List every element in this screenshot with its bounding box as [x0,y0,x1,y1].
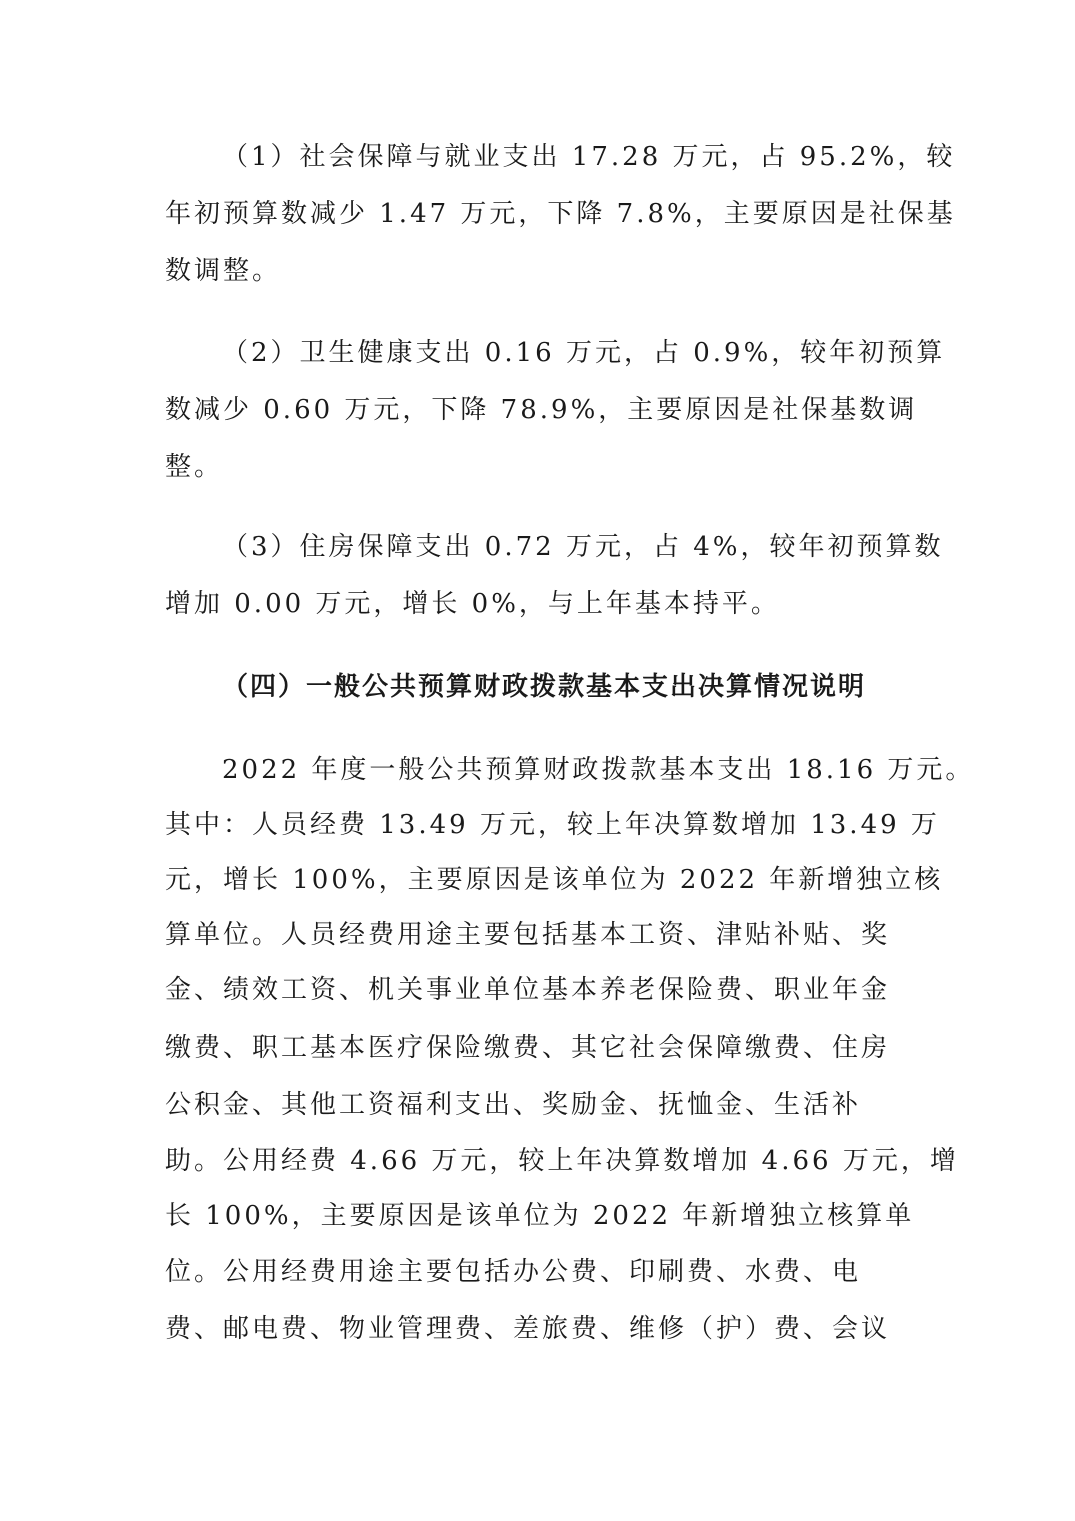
text-line: 数减少 0.60 万元，下降 78.9%，主要原因是社保基数调 [165,395,918,425]
text-line: 数调整。 [165,256,282,286]
text-line: 2022 年度一般公共预算财政拨款基本支出 18.16 万元。 [222,755,975,785]
text-line: 年初预算数减少 1.47 万元，下降 7.8%，主要原因是社保基 [165,199,956,229]
text-line: 费、邮电费、物业管理费、差旅费、维修（护）费、会议 [165,1314,891,1344]
text-line: 缴费、职工基本医疗保险缴费、其它社会保障缴费、住房 [165,1033,891,1063]
text-line: 整。 [165,452,224,482]
text-line: （1）社会保障与就业支出 17.28 万元，占 95.2%，较 [222,142,956,172]
text-line: 元，增长 100%，主要原因是该单位为 2022 年新增独立核 [165,865,944,895]
text-line: 助。公用经费 4.66 万元，较上年决算数增加 4.66 万元，增 [165,1146,959,1176]
text-line: 算单位。人员经费用途主要包括基本工资、津贴补贴、奖 [165,920,891,950]
text-line: 增加 0.00 万元，增长 0%，与上年基本持平。 [165,589,780,619]
text-line: （3）住房保障支出 0.72 万元，占 4%，较年初预算数 [222,532,944,562]
text-line: 金、绩效工资、机关事业单位基本养老保险费、职业年金 [165,975,891,1005]
text-line: 位。公用经费用途主要包括办公费、印刷费、水费、电 [165,1257,862,1287]
text-line: 其中：人员经费 13.49 万元，较上年决算数增加 13.49 万 [165,810,940,840]
section-heading: （四）一般公共预算财政拨款基本支出决算情况说明 [222,672,867,702]
text-line: 长 100%，主要原因是该单位为 2022 年新增独立核算单 [165,1201,915,1231]
text-line: 公积金、其他工资福利支出、奖励金、抚恤金、生活补 [165,1090,862,1120]
text-line: （2）卫生健康支出 0.16 万元，占 0.9%，较年初预算 [222,338,946,368]
